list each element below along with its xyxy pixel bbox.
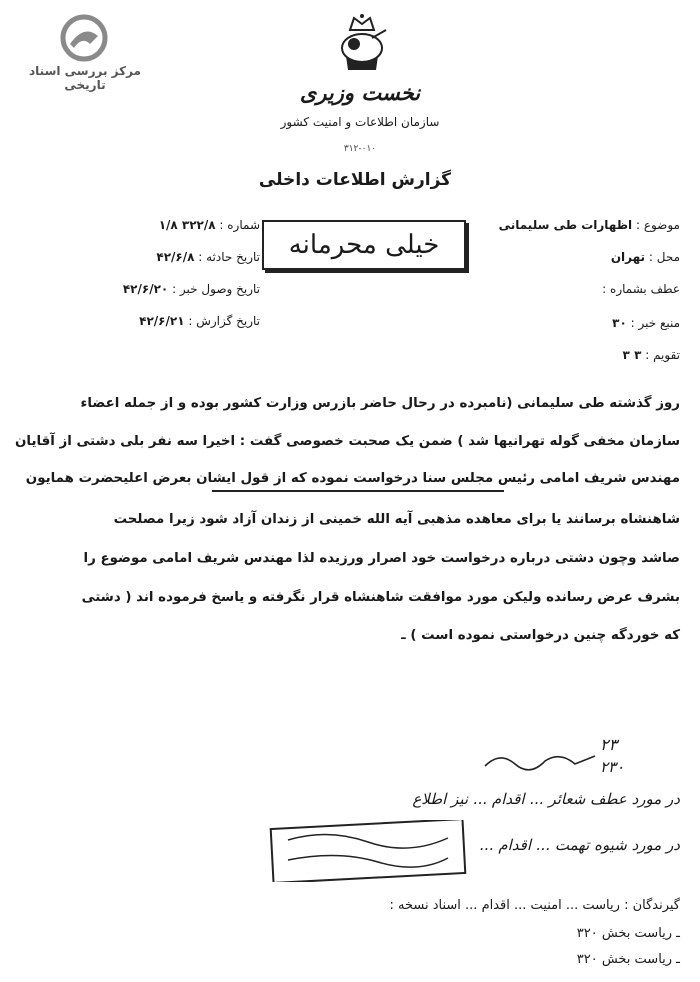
archive-name: مرکز بررسی اسناد تاریخی: [29, 64, 141, 92]
body-line: سازمان مخفی گوله تهرانیها شد ) ضمن یک صحبت خصوصی گفت : اخیرا سه نفر بلی دشتی از آقایان: [15, 434, 680, 449]
classification-text: خیلی محرمانه: [288, 230, 440, 260]
meta-received-date: تاریخ وصول خبر : ۴۲/۶/۲۰: [122, 282, 260, 296]
body-line: بشرف عرض رسانده ولیکن مورد موافقت شاهنشاه قرار نگرفته و یاسخ فرموده اند ( دشتی: [81, 590, 680, 605]
handwritten-file-number: ۲۳۰: [600, 758, 625, 776]
form-code: ۳۱۲-۰۱۰: [343, 144, 377, 154]
classification-stamp: [262, 220, 466, 270]
meta-reference: عطف بشماره :: [602, 282, 680, 296]
meta-subject: موضوع : اظهارات طی سلیمانی: [498, 218, 680, 232]
distribution-line: ـ ریاست بخش ۳۲۰: [576, 952, 680, 967]
distribution-line: ـ ریاست بخش ۳۲۰: [576, 926, 680, 941]
meta-incident-date: تاریخ حادثه : ۴۲/۶/۸: [156, 250, 260, 264]
report-title: گزارش اطلاعات داخلی: [258, 170, 452, 190]
body-line: شاهنشاه برسانند یا برای معاهده مذهبی آیه الله خمینی از زندان آزاد شود زیرا مصلحت: [113, 512, 680, 527]
body-line: مهندس شریف امامی رئیس مجلس سنا درخواست نموده که از قول ایشان بعرض اعلیحضرت همایون: [25, 471, 680, 486]
handwritten-note: در مورد عطف شعائر ... اقدام ... نیز اطلاع: [412, 790, 680, 808]
meta-report-date: تاریخ گزارش : ۴۲/۶/۲۱: [139, 314, 260, 328]
office-name: نخست وزیری: [299, 80, 421, 105]
meta-source: منبع خبر : ۳۰: [612, 316, 680, 330]
organization-name: سازمان اطلاعات و امنیت کشور: [280, 115, 440, 129]
meta-place: محل : تهران: [610, 250, 680, 264]
handwritten-note: در مورد شیوه تهمت ... اقدام ...: [479, 836, 680, 854]
body-line: صاشد وچون دشتی درباره درخواست خود اصرار ورزیده لذا مهندس شریف امامی موضوع را: [83, 551, 680, 566]
meta-assessment: تقویم : ۳ ۳: [622, 348, 680, 362]
meta-number: شماره : ۳۲۲/۸ ۱/۸: [158, 218, 260, 232]
underline-mark: [212, 490, 504, 492]
handwritten-page-ref: ۲۳: [600, 735, 618, 754]
distribution-line: گیرندگان : ریاست ... امنیت ... اقدام ... اسناد نسخه :: [389, 898, 680, 913]
archive-logo-icon: [60, 14, 108, 62]
body-line: که خوردگه چنین درخواستی نموده است ) ـ: [401, 628, 680, 643]
archive-seal-stamp: [268, 820, 468, 882]
body-line: روز گذشته طی سلیمانی (نامبرده در رحال حاضر بازرس وزارت کشور بوده و از جمله اعضاء: [80, 396, 680, 411]
lion-and-sun-crown-emblem-icon: [332, 12, 392, 76]
signature-scribble: [480, 746, 600, 776]
